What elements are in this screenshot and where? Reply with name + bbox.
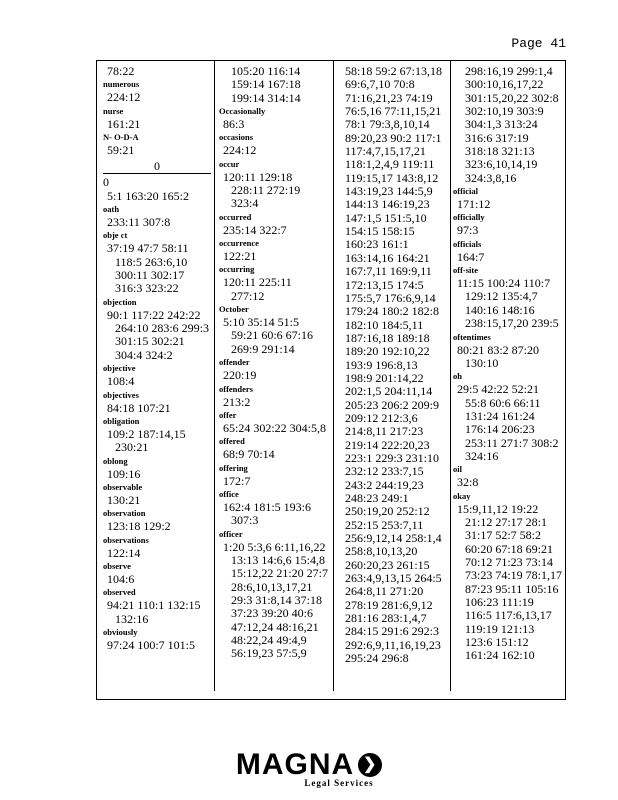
index-reference: 263:4,9,13,15 264:5: [345, 571, 442, 586]
index-reference: 154:15 158:15: [345, 224, 415, 239]
index-reference: 76:5,16 77:11,15,21: [345, 104, 442, 119]
index-reference: 109:2 187:14,15: [107, 426, 186, 441]
section-header: 0: [103, 159, 211, 174]
index-reference: 235:14 322:7: [223, 222, 287, 237]
index-reference: 116:5 117:6,13,17: [465, 608, 552, 623]
index-reference: 295:24 296:8: [345, 651, 409, 666]
index-reference: 260:20,23 261:15: [345, 557, 430, 572]
index-term: offenders: [219, 383, 253, 394]
index-reference: 1:20 5:3,6 6:11,16,22: [223, 539, 326, 554]
index-reference: 144:13 146:19,23: [345, 197, 430, 212]
index-term: offender: [219, 357, 250, 368]
index-term: Occasionally: [219, 106, 266, 117]
index-term: office: [219, 488, 239, 499]
index-reference: 32:8: [457, 475, 479, 490]
index-reference: 132:16: [115, 611, 149, 626]
index-reference: 161:24 162:10: [465, 648, 535, 663]
index-reference: 120:11 129:18: [223, 169, 293, 184]
index-reference: 80:21 83:2 87:20: [457, 342, 540, 357]
index-term: obje ct: [103, 230, 128, 241]
index-reference: 89:20,23 90:2 117:1: [345, 130, 442, 145]
index-reference: 29:5 42:22 52:21: [457, 382, 540, 397]
column-divider: [450, 61, 451, 691]
index-reference: 205:23 206:2 209:9: [345, 397, 440, 412]
index-reference: 15:9,11,12 19:22: [457, 501, 539, 516]
index-reference: 131:24 161:24: [465, 408, 535, 423]
index-reference: 69:6,7,10 70:8: [345, 77, 415, 92]
arrow-icon: ❯: [358, 753, 382, 777]
index-reference: 304:1,3 313:24: [465, 117, 538, 132]
index-reference: 123:18 129:2: [107, 519, 171, 534]
index-reference: 108:4: [107, 374, 135, 389]
index-reference: 105:20 116:14: [231, 65, 301, 78]
index-reference: 58:18 59:2 67:13,18: [345, 65, 443, 78]
index-term: off-site: [453, 265, 479, 276]
index-reference: 109:16: [107, 466, 141, 481]
index-reference: 87:23 95:11 105:16: [465, 581, 559, 596]
index-reference: 277:12: [231, 288, 265, 303]
index-reference: 147:1,5 151:5,10: [345, 210, 427, 225]
index-term: occurring: [219, 264, 255, 275]
index-term: okay: [453, 490, 471, 501]
index-reference: 172:7: [223, 473, 251, 488]
index-reference: 161:21: [107, 116, 141, 131]
index-reference: 256:9,12,14 258:1,4: [345, 531, 442, 546]
index-reference: 129:12 135:4,7: [465, 289, 538, 304]
index-column-3: [345, 65, 453, 695]
index-term: objectives: [103, 389, 139, 400]
index-reference: 176:14 206:23: [465, 422, 535, 437]
index-reference: 163:14,16 164:21: [345, 250, 430, 265]
index-reference: 189:20 192:10,22: [345, 344, 430, 359]
index-term: N- O-D-A: [103, 132, 139, 143]
index-reference: 29:3 31:8,14 37:18: [231, 592, 323, 607]
index-reference: 224:12: [223, 143, 257, 158]
index-frame: [96, 60, 566, 700]
index-reference: 59:21: [107, 143, 135, 158]
index-reference: 250:19,20 252:12: [345, 504, 430, 519]
index-reference: 292:6,9,11,16,19,23: [345, 637, 441, 652]
index-reference: 90:1 117:22 242:22: [107, 307, 201, 322]
index-reference: 167:7,11 169:9,11: [345, 264, 432, 279]
index-term: obviously: [103, 626, 138, 637]
index-reference: 307:3: [231, 513, 259, 528]
index-reference: 70:12 71:23 73:14: [465, 554, 554, 569]
index-reference: 316:6 317:19: [465, 130, 529, 145]
index-term: oath: [103, 204, 120, 215]
index-reference: 59:21 60:6 67:16: [231, 328, 314, 343]
index-term: nurse: [103, 105, 124, 116]
index-reference: 232:12 233:7,15: [345, 464, 424, 479]
index-reference: 130:21: [107, 492, 141, 507]
index-reference: 47:12,24 48:16,21: [231, 619, 319, 634]
index-reference: 179:24 180:2 182:8: [345, 304, 440, 319]
index-term: numerous: [103, 79, 140, 90]
index-reference: 187:16,18 189:18: [345, 330, 430, 345]
index-reference: 209:12 212:3,6: [345, 410, 418, 425]
index-term: oblong: [103, 455, 128, 466]
index-term: occur: [219, 158, 240, 169]
index-reference: 193:9 196:8,13: [345, 357, 418, 372]
index-reference: 316:3 323:22: [115, 281, 179, 296]
index-reference: 11:15 100:24 110:7: [457, 276, 551, 291]
index-term: objection: [103, 296, 137, 307]
index-reference: 223:1 229:3 231:10: [345, 450, 440, 465]
index-reference: 60:20 67:18 69:21: [465, 541, 554, 556]
index-term: officer: [219, 528, 243, 539]
index-reference: 122:14: [107, 545, 141, 560]
index-reference: 162:4 181:5 193:6: [223, 499, 312, 514]
index-term: obligation: [103, 415, 140, 426]
index-reference: 5:1 163:20 165:2: [107, 188, 190, 203]
index-reference: 119:15,17 143:8,12: [345, 170, 439, 185]
index-term: oh: [453, 371, 462, 382]
index-reference: 73:23 74:19 78:1,17: [465, 568, 563, 583]
index-reference: 300:10,16,17,22: [465, 77, 544, 92]
index-reference: 94:21 110:1 132:15: [107, 598, 201, 613]
index-reference: 37:19 47:7 58:11: [107, 241, 189, 256]
index-term: offering: [219, 462, 248, 473]
index-reference: 120:11 225:11: [223, 275, 292, 290]
index-term: occasions: [219, 132, 253, 143]
index-reference: 228:11 272:19: [231, 183, 301, 198]
index-term: oil: [453, 464, 462, 475]
index-reference: 119:19 121:13: [465, 621, 535, 636]
index-reference: 97:3: [457, 223, 479, 238]
index-reference: 84:18 107:21: [107, 400, 171, 415]
index-reference: 65:24 302:22 304:5,8: [223, 420, 327, 435]
index-reference: 301:15,20,22 302:8: [465, 90, 559, 105]
index-reference: 15:12,22 21:20 27:7: [231, 566, 329, 581]
index-reference: 281:16 283:1,4,7: [345, 611, 427, 626]
index-term: official: [453, 186, 479, 197]
index-reference: 175:5,7 176:6,9,14: [345, 290, 436, 305]
index-term: occurred: [219, 211, 252, 222]
index-reference: 248:23 249:1: [345, 491, 409, 505]
index-reference: 122:21: [223, 249, 257, 264]
index-reference: 182:10 184:5,11: [345, 317, 424, 332]
index-term: October: [219, 304, 249, 315]
index-column-1: [103, 65, 211, 695]
index-reference: 224:12: [107, 90, 141, 105]
index-reference: 97:24 100:7 101:5: [107, 637, 196, 652]
index-term: offer: [219, 409, 237, 420]
index-reference: 78:22: [107, 65, 135, 78]
index-reference: 71:16,21,23 74:19: [345, 90, 433, 105]
index-reference: 233:11 307:8: [107, 215, 171, 230]
index-reference: 171:12: [457, 197, 491, 212]
index-reference: 118:5 263:6,10: [115, 254, 188, 269]
index-reference: 219:14 222:20,23: [345, 437, 430, 452]
index-reference: 117:4,7,15,17,21: [345, 144, 426, 159]
index-reference: 300:11 302:17: [115, 268, 185, 283]
page-number: Page 41: [511, 36, 566, 51]
index-reference: 298:16,19 299:1,4: [465, 65, 553, 78]
index-reference: 13:13 14:6,6 15:4,8: [231, 552, 326, 567]
index-reference: 118:1,2,4,9 119:11: [345, 157, 435, 172]
index-reference: 140:16 148:16: [465, 302, 535, 317]
index-reference: 230:21: [115, 440, 149, 455]
index-reference: 198:9 201:14,22: [345, 370, 424, 385]
index-reference: 284:15 291:6 292:3: [345, 624, 440, 639]
index-term: objective: [103, 363, 136, 374]
index-reference: 37:23 39:20 40:6: [231, 606, 314, 621]
index-term: observe: [103, 560, 131, 571]
index-reference: 172:13,15 174:5: [345, 277, 424, 292]
index-term: observable: [103, 481, 143, 492]
index-term: officials: [453, 238, 482, 249]
index-reference: 159:14 167:18: [231, 77, 301, 92]
index-reference: 123:6 151:12: [465, 635, 529, 650]
column-divider: [214, 61, 215, 691]
index-term: offered: [219, 436, 245, 447]
index-reference: 143:19,23 144:5,9: [345, 184, 433, 199]
index-reference: 269:9 291:14: [231, 341, 295, 356]
index-reference: 324:3,8,16: [465, 170, 517, 185]
logo-wordmark: MAGNA: [235, 748, 355, 781]
index-reference: 213:2: [223, 394, 251, 409]
logo-subtitle: Legal Services: [304, 778, 374, 788]
index-reference: 278:19 281:6,9,12: [345, 597, 433, 612]
index-reference: 48:22,24 49:4,9: [231, 632, 307, 647]
index-reference: 56:19,23 57:5,9: [231, 646, 307, 661]
index-reference: 199:14 314:14: [231, 90, 301, 105]
index-term: occurrence: [219, 238, 259, 249]
index-reference: 68:9 70:14: [223, 447, 275, 462]
index-term: observations: [103, 534, 149, 545]
index-reference: 31:17 52:7 58:2: [465, 528, 542, 543]
index-term: officially: [453, 212, 485, 223]
index-term: oftentimes: [453, 331, 491, 342]
index-column-2: [219, 65, 331, 695]
index-reference: 258:8,10,13,20: [345, 544, 418, 559]
index-reference: 302:10,19 303:9: [465, 104, 544, 119]
index-reference: 0: [103, 175, 109, 190]
index-reference: 220:19: [223, 368, 257, 383]
index-reference: 318:18 321:13: [465, 144, 535, 159]
index-reference: 78:1 79:3,8,10,14: [345, 117, 430, 132]
index-reference: 304:4 324:2: [115, 347, 173, 362]
index-reference: 21:12 27:17 28:1: [465, 514, 548, 529]
index-reference: 301:15 302:21: [115, 334, 185, 349]
index-reference: 253:11 271:7 308:2: [465, 435, 559, 450]
index-reference: 323:6,10,14,19: [465, 157, 538, 172]
index-reference: 252:15 253:7,11: [345, 517, 424, 532]
index-reference: 202:1,5 204:11,14: [345, 384, 433, 399]
index-reference: 160:23 161:1: [345, 237, 409, 252]
index-reference: 238:15,17,20 239:5: [465, 316, 559, 331]
index-term: observed: [103, 587, 136, 598]
index-reference: 264:10 283:6 299:3: [115, 321, 210, 336]
index-term: observation: [103, 508, 146, 519]
index-reference: 214:8,11 217:23: [345, 424, 424, 439]
index-reference: 324:16: [465, 448, 499, 463]
index-reference: 55:8 60:6 66:11: [465, 395, 541, 410]
index-reference: 130:10: [465, 355, 499, 370]
index-reference: 86:3: [223, 117, 245, 132]
index-reference: 164:7: [457, 249, 485, 264]
column-divider: [333, 61, 334, 691]
index-reference: 5:10 35:14 51:5: [223, 315, 300, 330]
index-column-4: [453, 65, 565, 695]
index-reference: 264:8,11 271:20: [345, 584, 424, 599]
index-reference: 243:2 244:19,23: [345, 477, 424, 492]
index-reference: 106:23 111:19: [465, 595, 534, 609]
magna-logo: [0, 748, 618, 788]
index-reference: 323:4: [231, 196, 259, 211]
index-reference: 28:6,10,13,17,21: [231, 579, 313, 594]
index-reference: 104:6: [107, 571, 135, 586]
